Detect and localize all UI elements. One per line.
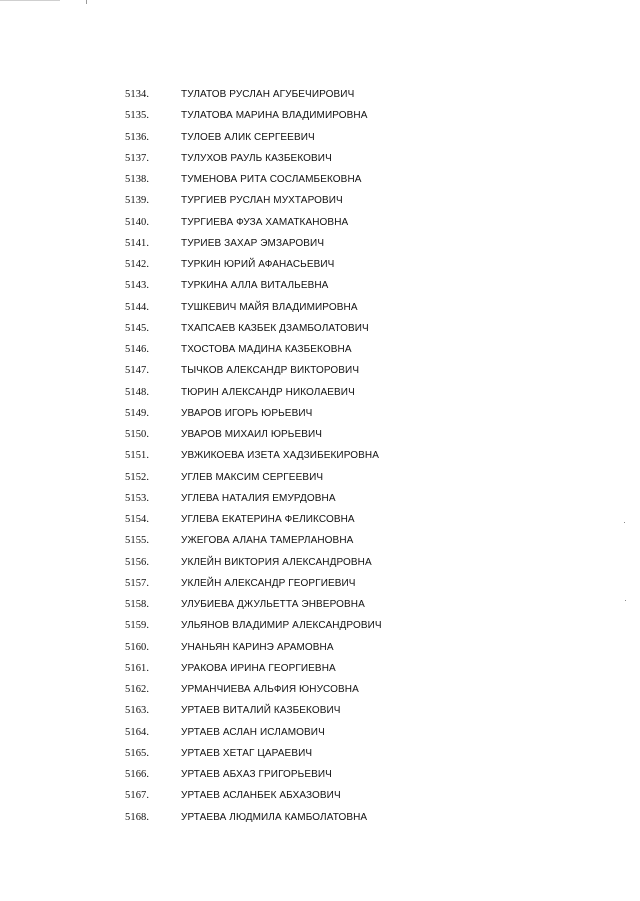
entry-name: ТУРКИНА АЛЛА ВИТАЛЬЕВНА — [181, 280, 329, 292]
entry-number: 5162. — [125, 684, 150, 695]
name-list — [0, 84, 640, 828]
entry-name: УВАРОВ МИХАИЛ ЮРЬЕВИЧ — [181, 429, 323, 440]
entry-number: 5167. — [125, 790, 150, 802]
list-item — [0, 403, 640, 424]
entry-number: 5161. — [125, 662, 150, 674]
list-item — [0, 594, 640, 615]
entry-name: ТХОСТОВА МАДИНА КАЗБЕКОВНА — [181, 344, 352, 355]
entry-number: 5148. — [125, 386, 150, 398]
list-item — [0, 148, 640, 169]
entry-name: УНАНЬЯН КАРИНЭ АРАМОВНА — [181, 641, 334, 653]
list-item — [0, 424, 640, 445]
entry-number: 5143. — [125, 280, 150, 292]
entry-name: ТХАПСАЕВ КАЗБЕК ДЗАМБОЛАТОВИЧ — [181, 322, 369, 334]
list-item — [0, 467, 640, 488]
entry-number: 5134. — [125, 89, 150, 100]
list-item — [0, 785, 640, 806]
entry-name: УВЖИКОЕВА ИЗЕТА ХАДЗИБЕКИРОВНА — [181, 450, 379, 462]
scan-edge-mark — [0, 0, 60, 1]
entry-number: 5150. — [125, 429, 150, 440]
entry-number: 5166. — [125, 769, 150, 780]
entry-name: УРМАНЧИЕВА АЛЬФИЯ ЮНУСОВНА — [181, 684, 359, 695]
list-item — [0, 318, 640, 339]
list-item — [0, 488, 640, 509]
entry-name: ТУЛАТОВА МАРИНА ВЛАДИМИРОВНА — [181, 110, 368, 122]
list-item — [0, 722, 640, 743]
entry-name: ТУРИЕВ ЗАХАР ЭМЗАРОВИЧ — [181, 237, 325, 249]
list-item — [0, 190, 640, 211]
list-item — [0, 509, 640, 530]
entry-name: УРАКОВА ИРИНА ГЕОРГИЕВНА — [181, 662, 336, 674]
list-item — [0, 275, 640, 296]
entry-name: УРТАЕВ ВИТАЛИЙ КАЗБЕКОВИЧ — [181, 705, 341, 717]
entry-number: 5157. — [125, 577, 150, 589]
scan-speck — [625, 600, 626, 601]
entry-name: УЛУБИЕВА ДЖУЛЬЕТТА ЭНВЕРОВНА — [181, 599, 365, 610]
entry-name: УВАРОВ ИГОРЬ ЮРЬЕВИЧ — [181, 407, 313, 419]
list-item — [0, 573, 640, 594]
entry-number: 5139. — [125, 195, 150, 207]
entry-number: 5160. — [125, 641, 150, 653]
list-item — [0, 615, 640, 636]
entry-number: 5141. — [125, 237, 150, 249]
entry-name: УЖЕГОВА АЛАНА ТАМЕРЛАНОВНА — [181, 535, 354, 547]
entry-number: 5146. — [125, 344, 150, 355]
list-item — [0, 700, 640, 721]
entry-name: ТУЛУХОВ РАУЛЬ КАЗБЕКОВИЧ — [181, 152, 332, 164]
entry-number: 5159. — [125, 620, 150, 632]
entry-name: УКЛЕЙН АЛЕКСАНДР ГЕОРГИЕВИЧ — [181, 577, 356, 589]
entry-number: 5142. — [125, 259, 150, 270]
entry-number: 5165. — [125, 747, 150, 759]
entry-number: 5152. — [125, 471, 150, 483]
entry-name: УРТАЕВ ХЕТАГ ЦАРАЕВИЧ — [181, 747, 313, 759]
entry-number: 5164. — [125, 726, 150, 738]
entry-number: 5140. — [125, 216, 150, 228]
entry-name: УЛЬЯНОВ ВЛАДИМИР АЛЕКСАНДРОВИЧ — [181, 620, 382, 632]
entry-number: 5144. — [125, 301, 150, 313]
list-item — [0, 84, 640, 105]
entry-name: ТУМЕНОВА РИТА СОСЛАМБЕКОВНА — [181, 174, 362, 185]
entry-number: 5156. — [125, 556, 150, 568]
entry-name: ТЮРИН АЛЕКСАНДР НИКОЛАЕВИЧ — [181, 386, 355, 398]
list-item — [0, 658, 640, 679]
entry-name: ТУЛОЕВ АЛИК СЕРГЕЕВИЧ — [181, 131, 315, 143]
list-item — [0, 297, 640, 318]
list-item — [0, 105, 640, 126]
entry-number: 5155. — [125, 535, 150, 547]
entry-name: ТУШКЕВИЧ МАЙЯ ВЛАДИМИРОВНА — [181, 301, 358, 313]
list-item — [0, 637, 640, 658]
entry-name: УГЛЕВА НАТАЛИЯ ЕМУРДОВНА — [181, 492, 336, 504]
entry-name: ТУРГИЕВА ФУЗА ХАМАТКАНОВНА — [181, 216, 349, 228]
entry-name: ТУРКИН ЮРИЙ АФАНАСЬЕВИЧ — [181, 259, 335, 270]
entry-name: УКЛЕЙН ВИКТОРИЯ АЛЕКСАНДРОВНА — [181, 556, 372, 568]
entry-number: 5136. — [125, 131, 150, 143]
list-item — [0, 233, 640, 254]
list-item — [0, 743, 640, 764]
list-item — [0, 530, 640, 551]
entry-name: УРТАЕВ АБХАЗ ГРИГОРЬЕВИЧ — [181, 769, 332, 780]
entry-name: УРТАЕВА ЛЮДМИЛА КАМБОЛАТОВНА — [181, 811, 368, 823]
list-item — [0, 679, 640, 700]
list-item — [0, 127, 640, 148]
scan-speck — [624, 522, 625, 523]
entry-number: 5149. — [125, 407, 150, 419]
entry-name: УРТАЕВ АСЛАНБЕК АБХАЗОВИЧ — [181, 790, 341, 802]
entry-number: 5154. — [125, 514, 150, 525]
entry-number: 5138. — [125, 174, 150, 185]
entry-name: ТУРГИЕВ РУСЛАН МУХТАРОВИЧ — [181, 195, 343, 207]
list-item — [0, 382, 640, 403]
list-item — [0, 339, 640, 360]
entry-number: 5135. — [125, 110, 150, 122]
list-item — [0, 764, 640, 785]
list-item — [0, 169, 640, 190]
list-item — [0, 445, 640, 466]
entry-number: 5168. — [125, 811, 150, 823]
entry-number: 5163. — [125, 705, 150, 717]
entry-number: 5158. — [125, 599, 150, 610]
entry-number: 5145. — [125, 322, 150, 334]
entry-name: ТУЛАТОВ РУСЛАН АГУБЕЧИРОВИЧ — [181, 89, 355, 100]
list-item — [0, 212, 640, 233]
entry-name: ТЫЧКОВ АЛЕКСАНДР ВИКТОРОВИЧ — [181, 365, 360, 377]
list-item — [0, 254, 640, 275]
list-item — [0, 807, 640, 828]
entry-name: УРТАЕВ АСЛАН ИСЛАМОВИЧ — [181, 726, 325, 738]
list-item — [0, 360, 640, 381]
list-item — [0, 552, 640, 573]
entry-number: 5137. — [125, 152, 150, 164]
scan-edge-tick — [86, 0, 87, 4]
entry-name: УГЛЕВА ЕКАТЕРИНА ФЕЛИКСОВНА — [181, 514, 355, 525]
entry-number: 5153. — [125, 492, 150, 504]
entry-number: 5147. — [125, 365, 150, 377]
entry-number: 5151. — [125, 450, 150, 462]
entry-name: УГЛЕВ МАКСИМ СЕРГЕЕВИЧ — [181, 471, 324, 483]
